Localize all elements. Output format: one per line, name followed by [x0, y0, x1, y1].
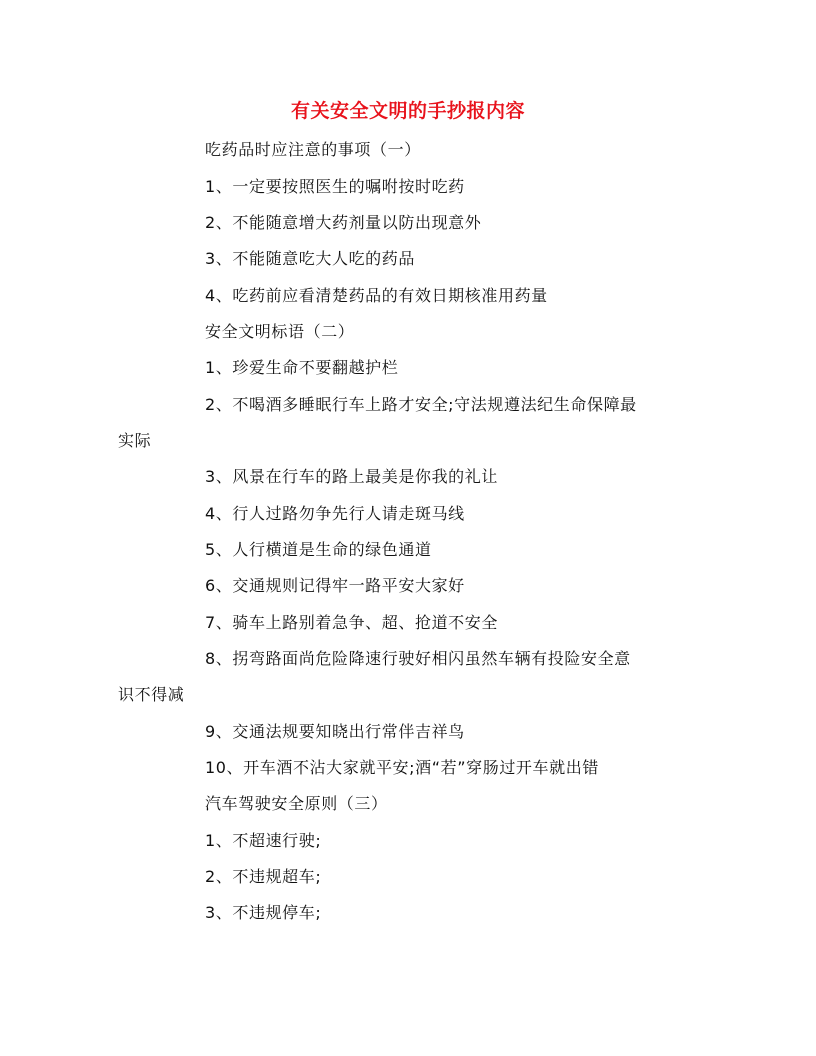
text-line: 2、不喝酒多睡眠行车上路才安全;守法规遵法纪生命保障最: [205, 395, 637, 414]
text-line: 3、不违规停车;: [205, 903, 322, 922]
text-line: 7、骑车上路别着急争、超、抢道不安全: [205, 613, 498, 632]
text-line: 5、人行横道是生命的绿色通道: [205, 540, 432, 559]
text-line: 3、风景在行车的路上最美是你我的礼让: [205, 467, 498, 486]
text-line: 9、交通法规要知晓出行常伴吉祥鸟: [205, 722, 465, 741]
text-line: 2、不违规超车;: [205, 867, 322, 886]
text-line: 2、不能随意增大药剂量以防出现意外: [205, 213, 482, 232]
text-line-continuation: 实际: [118, 431, 152, 450]
text-line: 6、交通规则记得牢一路平安大家好: [205, 576, 465, 595]
text-line: 1、不超速行驶;: [205, 831, 322, 850]
text-line: 3、不能随意吃大人吃的药品: [205, 249, 415, 268]
document-title: 有关安全文明的手抄报内容: [290, 100, 525, 122]
section-heading-medicine: 吃药品时应注意的事项（一）: [205, 140, 421, 159]
text-line: 1、一定要按照医生的嘱咐按时吃药: [205, 177, 465, 196]
text-line: 1、珍爱生命不要翻越护栏: [205, 358, 399, 377]
section-heading-slogans: 安全文明标语（二）: [205, 322, 355, 341]
text-line: 8、拐弯路面尚危险降速行驶好相闪虽然车辆有投险安全意: [205, 649, 631, 668]
text-line: 4、吃药前应看清楚药品的有效日期核准用药量: [205, 286, 548, 305]
text-line-continuation: 识不得减: [118, 685, 185, 704]
text-line: 10、开车酒不沾大家就平安;酒“若”穿肠过开车就出错: [205, 758, 599, 777]
text-line: 4、行人过路勿争先行人请走斑马线: [205, 504, 465, 523]
section-heading-driving: 汽车驾驶安全原则（三）: [205, 794, 388, 813]
